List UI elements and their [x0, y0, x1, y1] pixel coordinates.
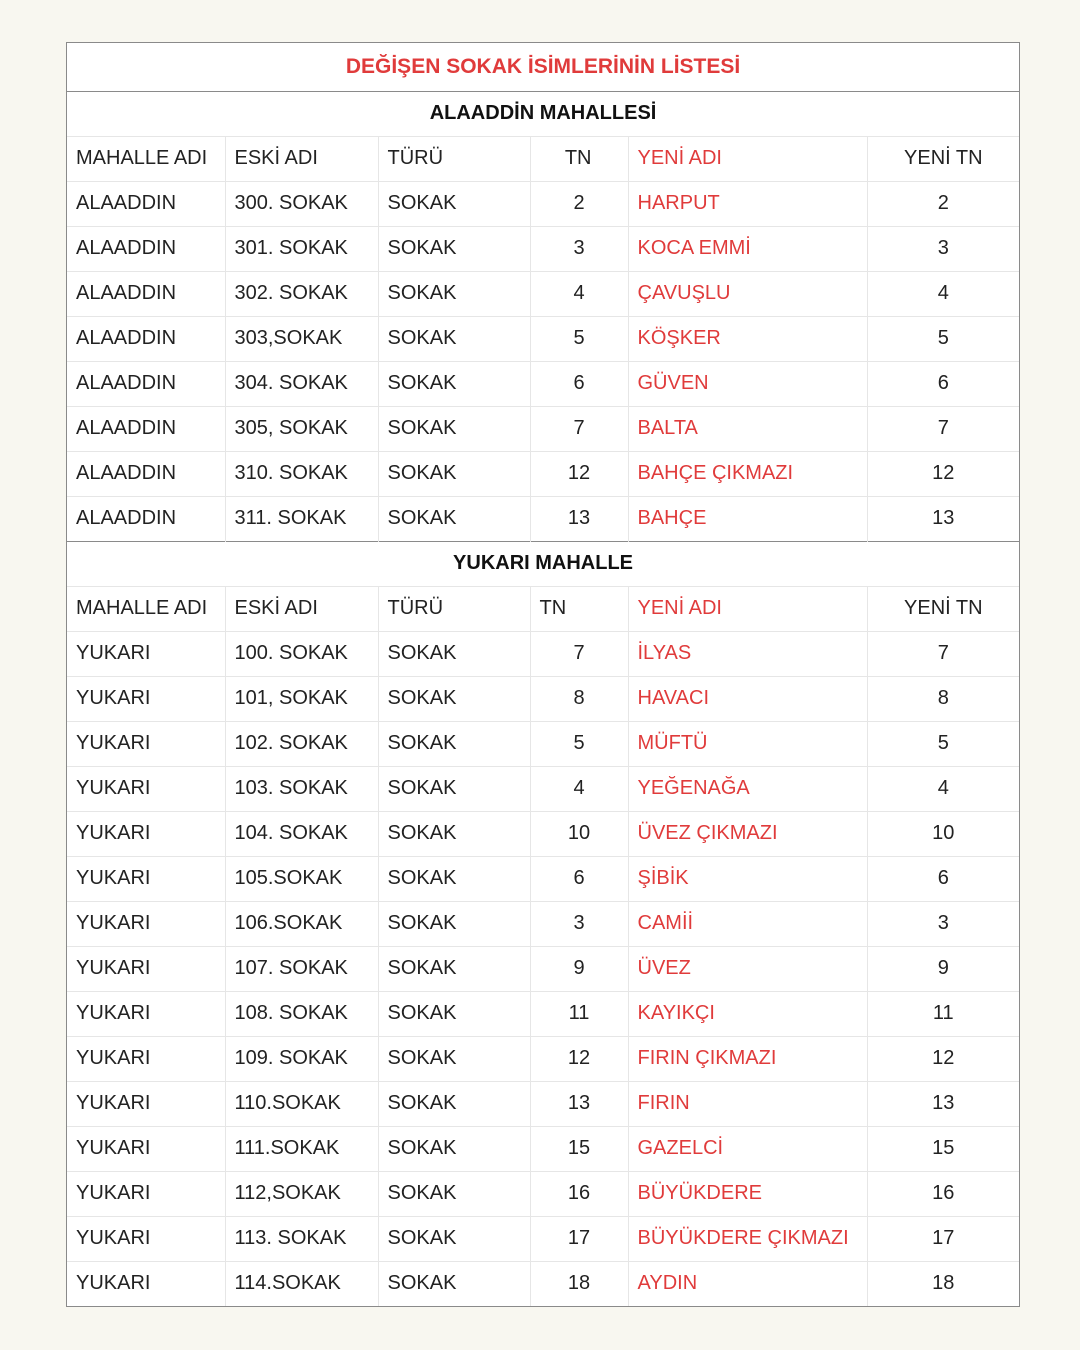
- yeni-tn-cell: 6: [867, 856, 1019, 901]
- yeni-tn-cell: 5: [867, 316, 1019, 361]
- yeni-tn-cell: 3: [867, 901, 1019, 946]
- yeni-adi-cell: KÖŞKER: [628, 316, 867, 361]
- yeni-adi-cell: ÜVEZ ÇIKMAZI: [628, 811, 867, 856]
- yeni-tn-cell: 9: [867, 946, 1019, 991]
- mahalle-adi-cell: YUKARI: [67, 811, 225, 856]
- yeni-adi-cell: HARPUT: [628, 181, 867, 226]
- yeni-tn-cell: 8: [867, 676, 1019, 721]
- header-tn: TN: [530, 586, 628, 631]
- mahalle-adi-cell: ALAADDIN: [67, 361, 225, 406]
- turu-cell: SOKAK: [378, 406, 530, 451]
- eski-adi-cell: 113. SOKAK: [225, 1216, 378, 1261]
- turu-cell: SOKAK: [378, 901, 530, 946]
- turu-cell: SOKAK: [378, 496, 530, 541]
- yeni-tn-cell: 15: [867, 1126, 1019, 1171]
- tn-cell: 7: [530, 406, 628, 451]
- eski-adi-cell: 114.SOKAK: [225, 1261, 378, 1306]
- mahalle-adi-cell: YUKARI: [67, 1126, 225, 1171]
- turu-cell: SOKAK: [378, 721, 530, 766]
- table-row: [67, 766, 1019, 811]
- tn-cell: 11: [530, 991, 628, 1036]
- yeni-tn-cell: 7: [867, 406, 1019, 451]
- yeni-tn-cell: 13: [867, 496, 1019, 541]
- tn-cell: 5: [530, 316, 628, 361]
- yeni-tn-cell: 5: [867, 721, 1019, 766]
- tn-cell: 4: [530, 766, 628, 811]
- tn-cell: 3: [530, 901, 628, 946]
- section-row: [67, 541, 1019, 586]
- eski-adi-cell: 100. SOKAK: [225, 631, 378, 676]
- yeni-tn-cell: 3: [867, 226, 1019, 271]
- turu-cell: SOKAK: [378, 991, 530, 1036]
- table-row: [67, 361, 1019, 406]
- header-mahalle-adi: MAHALLE ADI: [67, 586, 225, 631]
- mahalle-adi-cell: YUKARI: [67, 901, 225, 946]
- eski-adi-cell: 112,SOKAK: [225, 1171, 378, 1216]
- yeni-tn-cell: 17: [867, 1216, 1019, 1261]
- table-row: [67, 1261, 1019, 1306]
- header-yeni-tn: YENİ TN: [867, 586, 1019, 631]
- table-row: [67, 1216, 1019, 1261]
- header-turu: TÜRÜ: [378, 586, 530, 631]
- yeni-adi-cell: FIRIN: [628, 1081, 867, 1126]
- mahalle-adi-cell: ALAADDIN: [67, 181, 225, 226]
- yeni-adi-cell: ŞİBİK: [628, 856, 867, 901]
- yeni-adi-cell: ÜVEZ: [628, 946, 867, 991]
- eski-adi-cell: 107. SOKAK: [225, 946, 378, 991]
- eski-adi-cell: 103. SOKAK: [225, 766, 378, 811]
- yeni-adi-cell: FIRIN ÇIKMAZI: [628, 1036, 867, 1081]
- table-row: [67, 811, 1019, 856]
- table-row: [67, 181, 1019, 226]
- tn-cell: 8: [530, 676, 628, 721]
- eski-adi-cell: 303,SOKAK: [225, 316, 378, 361]
- yeni-tn-cell: 4: [867, 766, 1019, 811]
- tn-cell: 6: [530, 361, 628, 406]
- tn-cell: 5: [530, 721, 628, 766]
- table-row: [67, 1036, 1019, 1081]
- mahalle-adi-cell: ALAADDIN: [67, 496, 225, 541]
- yeni-adi-cell: YEĞENAĞA: [628, 766, 867, 811]
- turu-cell: SOKAK: [378, 676, 530, 721]
- turu-cell: SOKAK: [378, 361, 530, 406]
- section-row: [67, 91, 1019, 136]
- turu-cell: SOKAK: [378, 631, 530, 676]
- tn-cell: 13: [530, 496, 628, 541]
- tn-cell: 3: [530, 226, 628, 271]
- yeni-tn-cell: 10: [867, 811, 1019, 856]
- eski-adi-cell: 110.SOKAK: [225, 1081, 378, 1126]
- table-row: [67, 226, 1019, 271]
- header-mahalle-adi: MAHALLE ADI: [67, 136, 225, 181]
- yeni-adi-cell: ÇAVUŞLU: [628, 271, 867, 316]
- yeni-adi-cell: BÜYÜKDERE ÇIKMAZI: [628, 1216, 867, 1261]
- mahalle-adi-cell: YUKARI: [67, 631, 225, 676]
- tn-cell: 6: [530, 856, 628, 901]
- table-body: [67, 43, 1019, 1306]
- turu-cell: SOKAK: [378, 1036, 530, 1081]
- turu-cell: SOKAK: [378, 856, 530, 901]
- header-eski-adi: ESKİ ADI: [225, 136, 378, 181]
- table-row: [67, 316, 1019, 361]
- header-eski-adi: ESKİ ADI: [225, 586, 378, 631]
- mahalle-adi-cell: YUKARI: [67, 721, 225, 766]
- turu-cell: SOKAK: [378, 316, 530, 361]
- header-row: [67, 586, 1019, 631]
- table-row: [67, 1171, 1019, 1216]
- yeni-adi-cell: AYDIN: [628, 1261, 867, 1306]
- tn-cell: 12: [530, 451, 628, 496]
- yeni-adi-cell: MÜFTÜ: [628, 721, 867, 766]
- mahalle-adi-cell: YUKARI: [67, 676, 225, 721]
- page-title: DEĞİŞEN SOKAK İSİMLERİNİN LİSTESİ: [67, 43, 1019, 91]
- header-turu: TÜRÜ: [378, 136, 530, 181]
- eski-adi-cell: 310. SOKAK: [225, 451, 378, 496]
- yeni-adi-cell: KAYIKÇI: [628, 991, 867, 1036]
- section-title: YUKARI MAHALLE: [67, 541, 1019, 586]
- yeni-adi-cell: BAHÇE: [628, 496, 867, 541]
- eski-adi-cell: 102. SOKAK: [225, 721, 378, 766]
- yeni-tn-cell: 13: [867, 1081, 1019, 1126]
- mahalle-adi-cell: ALAADDIN: [67, 226, 225, 271]
- eski-adi-cell: 109. SOKAK: [225, 1036, 378, 1081]
- yeni-adi-cell: BÜYÜKDERE: [628, 1171, 867, 1216]
- header-yeni-adi: YENİ ADI: [628, 136, 867, 181]
- turu-cell: SOKAK: [378, 1261, 530, 1306]
- yeni-tn-cell: 4: [867, 271, 1019, 316]
- turu-cell: SOKAK: [378, 226, 530, 271]
- yeni-tn-cell: 18: [867, 1261, 1019, 1306]
- tn-cell: 15: [530, 1126, 628, 1171]
- yeni-adi-cell: BAHÇE ÇIKMAZI: [628, 451, 867, 496]
- tn-cell: 12: [530, 1036, 628, 1081]
- turu-cell: SOKAK: [378, 271, 530, 316]
- tn-cell: 7: [530, 631, 628, 676]
- eski-adi-cell: 106.SOKAK: [225, 901, 378, 946]
- eski-adi-cell: 300. SOKAK: [225, 181, 378, 226]
- yeni-adi-cell: KOCA EMMİ: [628, 226, 867, 271]
- table-row: [67, 1081, 1019, 1126]
- mahalle-adi-cell: ALAADDIN: [67, 271, 225, 316]
- table-row: [67, 271, 1019, 316]
- turu-cell: SOKAK: [378, 766, 530, 811]
- table-row: [67, 631, 1019, 676]
- turu-cell: SOKAK: [378, 181, 530, 226]
- table-row: [67, 901, 1019, 946]
- street-table: [67, 43, 1019, 1306]
- tn-cell: 18: [530, 1261, 628, 1306]
- eski-adi-cell: 305, SOKAK: [225, 406, 378, 451]
- eski-adi-cell: 105.SOKAK: [225, 856, 378, 901]
- mahalle-adi-cell: YUKARI: [67, 946, 225, 991]
- turu-cell: SOKAK: [378, 1126, 530, 1171]
- mahalle-adi-cell: YUKARI: [67, 1216, 225, 1261]
- table-row: [67, 406, 1019, 451]
- mahalle-adi-cell: YUKARI: [67, 1036, 225, 1081]
- yeni-adi-cell: HAVACI: [628, 676, 867, 721]
- eski-adi-cell: 104. SOKAK: [225, 811, 378, 856]
- tn-cell: 4: [530, 271, 628, 316]
- turu-cell: SOKAK: [378, 451, 530, 496]
- yeni-adi-cell: GÜVEN: [628, 361, 867, 406]
- mahalle-adi-cell: YUKARI: [67, 991, 225, 1036]
- eski-adi-cell: 302. SOKAK: [225, 271, 378, 316]
- table-row: [67, 451, 1019, 496]
- title-row: [67, 43, 1019, 91]
- yeni-tn-cell: 7: [867, 631, 1019, 676]
- tn-cell: 2: [530, 181, 628, 226]
- yeni-adi-cell: CAMİİ: [628, 901, 867, 946]
- mahalle-adi-cell: YUKARI: [67, 766, 225, 811]
- header-row: [67, 136, 1019, 181]
- eski-adi-cell: 304. SOKAK: [225, 361, 378, 406]
- turu-cell: SOKAK: [378, 1081, 530, 1126]
- eski-adi-cell: 101, SOKAK: [225, 676, 378, 721]
- mahalle-adi-cell: YUKARI: [67, 856, 225, 901]
- turu-cell: SOKAK: [378, 1171, 530, 1216]
- mahalle-adi-cell: ALAADDIN: [67, 451, 225, 496]
- mahalle-adi-cell: ALAADDIN: [67, 406, 225, 451]
- eski-adi-cell: 111.SOKAK: [225, 1126, 378, 1171]
- yeni-adi-cell: GAZELCİ: [628, 1126, 867, 1171]
- header-yeni-adi: YENİ ADI: [628, 586, 867, 631]
- tn-cell: 16: [530, 1171, 628, 1216]
- table-row: [67, 946, 1019, 991]
- yeni-tn-cell: 11: [867, 991, 1019, 1036]
- header-tn: TN: [530, 136, 628, 181]
- tn-cell: 17: [530, 1216, 628, 1261]
- yeni-tn-cell: 6: [867, 361, 1019, 406]
- mahalle-adi-cell: YUKARI: [67, 1171, 225, 1216]
- turu-cell: SOKAK: [378, 946, 530, 991]
- street-name-list: [66, 42, 1020, 1307]
- turu-cell: SOKAK: [378, 1216, 530, 1261]
- table-row: [67, 1126, 1019, 1171]
- turu-cell: SOKAK: [378, 811, 530, 856]
- eski-adi-cell: 311. SOKAK: [225, 496, 378, 541]
- table-row: [67, 496, 1019, 541]
- mahalle-adi-cell: ALAADDIN: [67, 316, 225, 361]
- yeni-adi-cell: BALTA: [628, 406, 867, 451]
- tn-cell: 9: [530, 946, 628, 991]
- yeni-tn-cell: 16: [867, 1171, 1019, 1216]
- header-yeni-tn: YENİ TN: [867, 136, 1019, 181]
- eski-adi-cell: 301. SOKAK: [225, 226, 378, 271]
- yeni-adi-cell: İLYAS: [628, 631, 867, 676]
- yeni-tn-cell: 2: [867, 181, 1019, 226]
- table-row: [67, 721, 1019, 766]
- tn-cell: 13: [530, 1081, 628, 1126]
- table-row: [67, 676, 1019, 721]
- yeni-tn-cell: 12: [867, 1036, 1019, 1081]
- eski-adi-cell: 108. SOKAK: [225, 991, 378, 1036]
- section-title: ALAADDİN MAHALLESİ: [67, 91, 1019, 136]
- tn-cell: 10: [530, 811, 628, 856]
- table-row: [67, 991, 1019, 1036]
- mahalle-adi-cell: YUKARI: [67, 1261, 225, 1306]
- table-row: [67, 856, 1019, 901]
- mahalle-adi-cell: YUKARI: [67, 1081, 225, 1126]
- yeni-tn-cell: 12: [867, 451, 1019, 496]
